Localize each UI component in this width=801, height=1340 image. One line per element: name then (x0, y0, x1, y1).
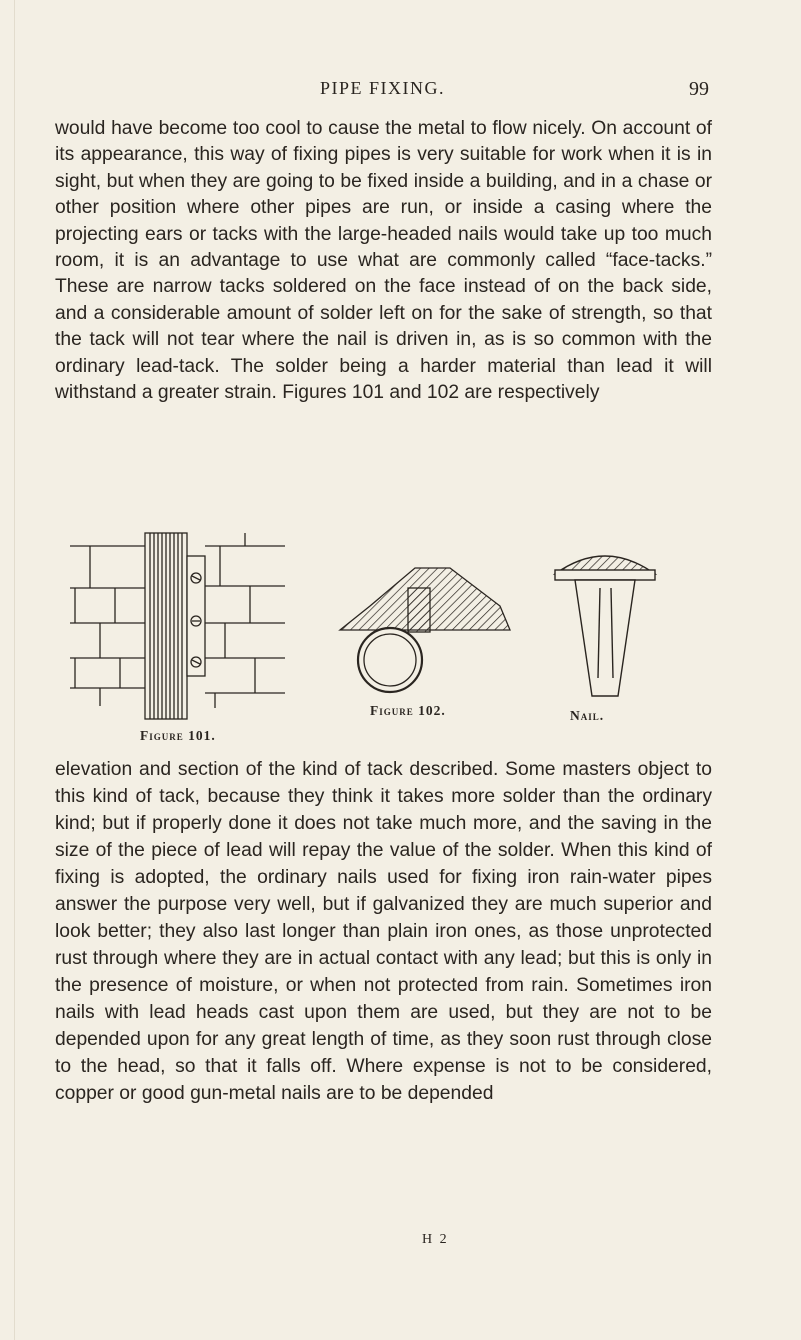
figure-101-caption: Figure 101. (140, 728, 216, 743)
nail-drawing (555, 556, 655, 696)
paragraph-bottom: elevation and section of the kind of tack described. Some masters object to this kind of tack, because they think it takes more solder than the ordinary kind; but if properly done it does not take much more, and the saving in the size of the piece of lead will repay the value of the solder. When this kind of fixing is adopted, the ordinary nails used for fixing iron rain-water pipes answer the purpose very well, but if galvanized they are much superior and look better; they also last longer than plain iron ones, as those unprotected rust through where they are in actual contact with any lead; but this is only in the presence of moisture, or when not protected from rain. Sometimes iron nails with lead heads cast upon them are used, but they are not to be depended upon for any great length of time, as they soon rust through close to the head, so that it falls off. Where expense is not to be considered, copper or good gun-metal nails are to be depended (55, 759, 712, 1104)
figure-101-drawing (70, 533, 285, 719)
figure-102-caption: Figure 102. (370, 703, 446, 718)
running-head: PIPE FIXING. (319, 78, 445, 98)
nail-caption: Nail. (570, 708, 605, 723)
page-edge-line (14, 0, 15, 1340)
figure-102-drawing (340, 568, 510, 692)
paragraph-top: would have become too cool to cause the metal to flow nicely. On account of its appearance, this way of fixing pipes is very suitable for work when it is in sight, but when they are going to be fixed inside a building, and in a chase or other position where other pipes are run, or inside a casing where the projecting ears or tacks with the large-headed nails would take up too much room, it is an advantage to use what are commonly called “face-tacks.” These are narrow tacks soldered on the face instead of on the back side, and a considerable amount of solder left on for the sake of strength, so that the tack will not tear where the nail is driven in, as is so common with the ordinary lead-tack. The solder being a harder material than lead it will withstand a greater strain. Figures 101 and 102 are respectively (55, 118, 712, 404)
signature-mark: H 2 (422, 1232, 449, 1247)
figures-area (70, 528, 720, 750)
page-number: 99 (689, 78, 709, 100)
